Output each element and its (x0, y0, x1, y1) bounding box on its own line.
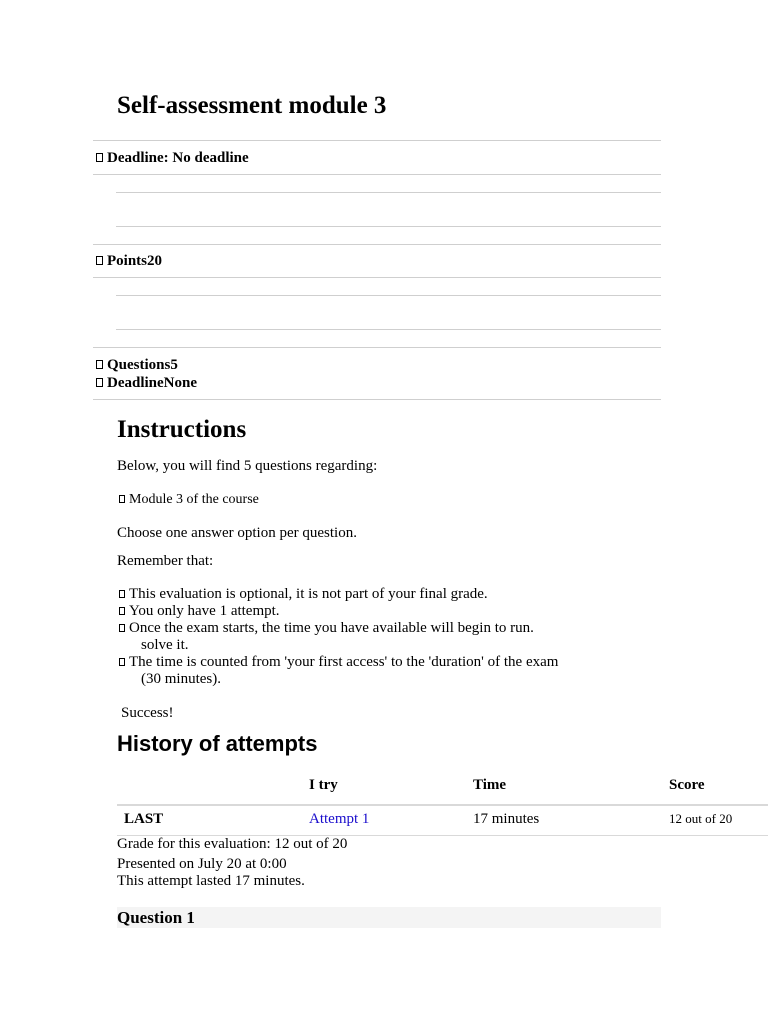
missing-glyph-icon (96, 360, 103, 369)
topic-item (119, 491, 259, 508)
missing-glyph-icon (96, 378, 103, 387)
divider (116, 226, 661, 227)
question-title: Question 1 (117, 908, 195, 927)
success-text: Success! (121, 705, 174, 721)
rules-list (119, 586, 558, 688)
attempt-score: 12 out of 20 (669, 811, 733, 826)
column-header-time: Time (473, 777, 507, 793)
divider (93, 277, 661, 278)
deadline-none-label: DeadlineNone (107, 375, 197, 391)
points-label: Points20 (107, 253, 163, 269)
questions-row (96, 356, 178, 374)
history-title: History of attempts (117, 731, 318, 756)
list-item-text: You only have 1 attempt. (129, 603, 280, 619)
divider (116, 295, 661, 296)
divider (93, 399, 661, 400)
attempt-time: 17 minutes (473, 811, 540, 827)
list-item-text: Once the exam starts, the time you have available will begin to run. (129, 620, 534, 636)
column-header-score: Score (669, 777, 705, 793)
instructions-heading: Instructions (117, 416, 247, 443)
divider (93, 244, 661, 245)
deadline-label: Deadline: No deadline (107, 150, 249, 166)
row-label: LAST (124, 811, 164, 827)
list-item (119, 654, 558, 671)
remember-text: Remember that: (117, 553, 214, 569)
list-item (119, 620, 558, 637)
missing-glyph-icon (119, 658, 125, 666)
divider (116, 192, 661, 193)
list-item (119, 586, 558, 603)
table-divider (117, 804, 768, 806)
question-header-bar (117, 907, 661, 928)
list-item-continuation: (30 minutes). (141, 671, 221, 687)
column-header-attempt: I try (309, 777, 338, 793)
missing-glyph-icon (119, 607, 125, 615)
divider (116, 329, 661, 330)
divider (93, 347, 661, 348)
list-item (119, 603, 558, 620)
missing-glyph-icon (119, 590, 125, 598)
deadline-row (96, 149, 249, 167)
presented-text: Presented on July 20 at 0:00 (117, 856, 287, 872)
topic-label: Module 3 of the course (129, 492, 259, 507)
missing-glyph-icon (119, 624, 125, 632)
grade-text: Grade for this evaluation: 12 out of 20 (117, 836, 348, 852)
list-item-text: This evaluation is optional, it is not part of your final grade. (129, 586, 488, 602)
deadline-none-row (96, 374, 197, 392)
page-title: Self-assessment module 3 (117, 92, 387, 119)
lasted-text: This attempt lasted 17 minutes. (117, 873, 305, 889)
list-item-continuation: solve it. (141, 637, 189, 653)
missing-glyph-icon (119, 495, 125, 503)
list-item-text: The time is counted from 'your first access' to the 'duration' of the exam (129, 654, 559, 670)
missing-glyph-icon (96, 256, 103, 265)
missing-glyph-icon (96, 153, 103, 162)
divider (93, 140, 661, 141)
points-row (96, 252, 162, 270)
questions-label: Questions5 (107, 357, 178, 373)
choose-text: Choose one answer option per question. (117, 525, 357, 541)
attempt-link[interactable]: Attempt 1 (309, 811, 370, 827)
divider (93, 174, 661, 175)
instructions-intro: Below, you will find 5 questions regarding: (117, 458, 378, 474)
